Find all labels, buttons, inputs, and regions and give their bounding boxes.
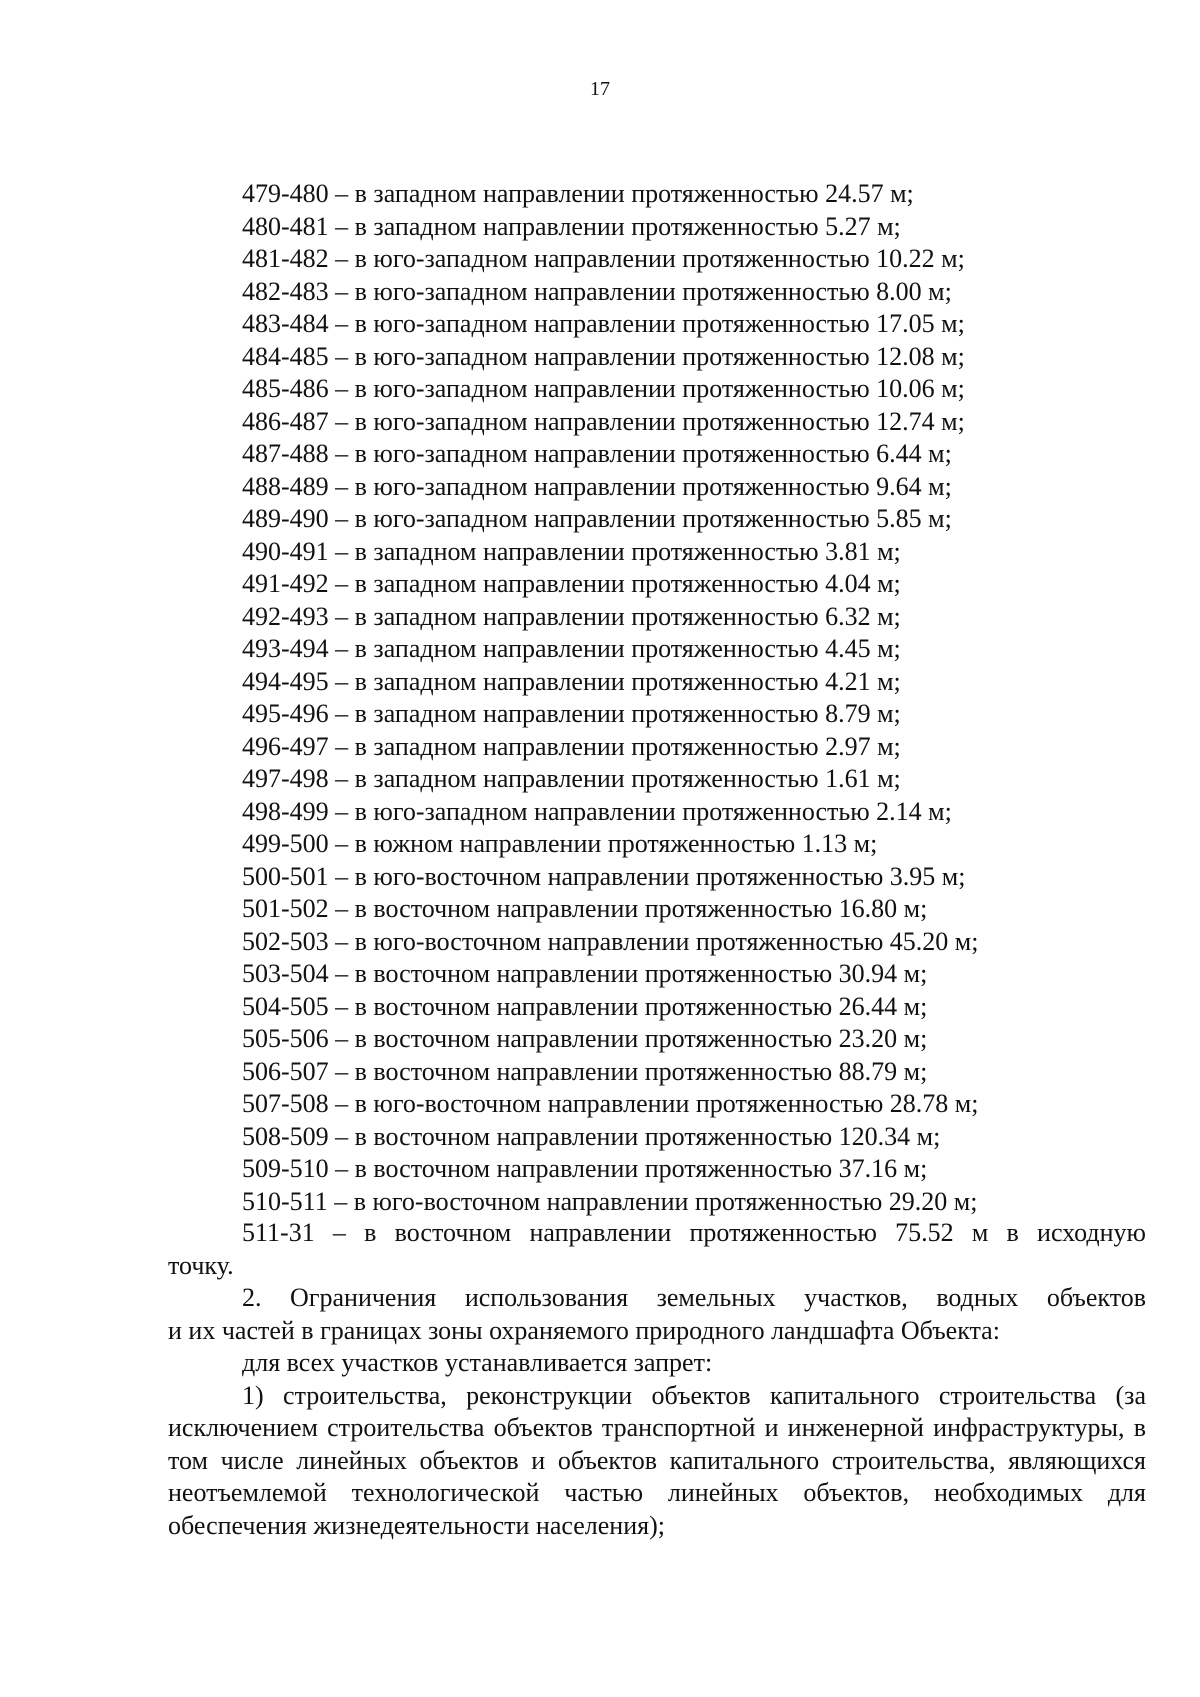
- boundary-segments-list: [242, 178, 1062, 1218]
- final-segment-line2: точку.: [168, 1250, 234, 1280]
- segment-line: 483-484 – в юго-западном направлении протяженностью 17.05 м;: [242, 309, 965, 338]
- segment-line: 481-482 – в юго-западном направлении протяженностью 10.22 м;: [242, 244, 965, 273]
- section2-intro: для всех участков устанавливается запрет:: [242, 1348, 713, 1377]
- segment-line: 506-507 – в восточном направлении протяженностью 88.79 м;: [242, 1056, 928, 1086]
- segment-line: 502-503 – в юго-восточном направлении протяженностью 45.20 м;: [242, 926, 979, 956]
- segment-line: 504-505 – в восточном направлении протяженностью 26.44 м;: [242, 991, 928, 1021]
- segment-line: 510-511 – в юго-восточном направлении протяженностью 29.20 м;: [242, 1186, 978, 1216]
- segment-line: 508-509 – в восточном направлении протяженностью 120.34 м;: [242, 1121, 941, 1151]
- section2-heading-line1: 2. Ограничения использования земельных участков, водных объектов: [242, 1283, 1146, 1312]
- segment-line: 480-481 – в западном направлении протяженностью 5.27 м;: [242, 211, 901, 241]
- segment-line: 479-480 – в западном направлении протяженностью 24.57 м;: [242, 179, 914, 208]
- segment-line: 505-506 – в восточном направлении протяженностью 23.20 м;: [242, 1024, 928, 1053]
- segment-line: 493-494 – в западном направлении протяженностью 4.45 м;: [242, 634, 901, 663]
- segment-line: 507-508 – в юго-восточном направлении протяженностью 28.78 м;: [242, 1089, 979, 1118]
- segment-line: 486-487 – в юго-западном направлении протяженностью 12.74 м;: [242, 406, 965, 436]
- segment-line: 501-502 – в восточном направлении протяженностью 16.80 м;: [242, 894, 928, 923]
- segment-line: 496-497 – в западном направлении протяженностью 2.97 м;: [242, 731, 901, 761]
- segment-line: 490-491 – в западном направлении протяженностью 3.81 м;: [242, 536, 901, 566]
- segment-line: 500-501 – в юго-восточном направлении протяженностью 3.95 м;: [242, 861, 966, 891]
- segment-line: 488-489 – в юго-западном направлении протяженностью 9.64 м;: [242, 471, 952, 501]
- segment-line: 491-492 – в западном направлении протяженностью 4.04 м;: [242, 569, 901, 598]
- segment-line: 492-493 – в западном направлении протяженностью 6.32 м;: [242, 601, 901, 631]
- final-segment-paragraph: [168, 1217, 1146, 1250]
- segment-line: 509-510 – в восточном направлении протяженностью 37.16 м;: [242, 1154, 928, 1183]
- final-segment-line1: 511-31 – в восточном направлении протяженностью 75.52 м в исходную: [242, 1218, 1146, 1247]
- segment-line: 482-483 – в юго-западном направлении протяженностью 8.00 м;: [242, 276, 952, 306]
- segment-line: 498-499 – в юго-западном направлении протяженностью 2.14 м;: [242, 796, 952, 826]
- body-text: [168, 1217, 1146, 1542]
- segment-line: 503-504 – в восточном направлении протяженностью 30.94 м;: [242, 959, 928, 988]
- segment-line: 484-485 – в юго-западном направлении протяженностью 12.08 м;: [242, 341, 965, 371]
- section2-heading-line2: и их частей в границах зоны охраняемого природного ландшафта Объекта:: [168, 1315, 1000, 1345]
- segment-line: 497-498 – в западном направлении протяженностью 1.61 м;: [242, 764, 901, 793]
- segment-line: 489-490 – в юго-западном направлении протяженностью 5.85 м;: [242, 504, 952, 533]
- segment-line: 487-488 – в юго-западном направлении протяженностью 6.44 м;: [242, 439, 952, 468]
- segment-line: 485-486 – в юго-западном направлении протяженностью 10.06 м;: [242, 374, 965, 403]
- segment-line: 495-496 – в западном направлении протяженностью 8.79 м;: [242, 699, 901, 728]
- section2-item1: 1) строительства, реконструкции объектов капитального строительства (за исключением строительства объектов транспортной и инженерной инфраструктуры, в том числе линейных объектов и объектов капитального строительства, являющихся неотъемлемой технологической частью линейных объектов, необходимых для обеспечения жизнедеятельности населения);: [168, 1380, 1146, 1540]
- segment-line: 499-500 – в южном направлении протяженностью 1.13 м;: [242, 829, 878, 858]
- page-number: 17: [590, 78, 610, 100]
- segment-line: 494-495 – в западном направлении протяженностью 4.21 м;: [242, 666, 901, 696]
